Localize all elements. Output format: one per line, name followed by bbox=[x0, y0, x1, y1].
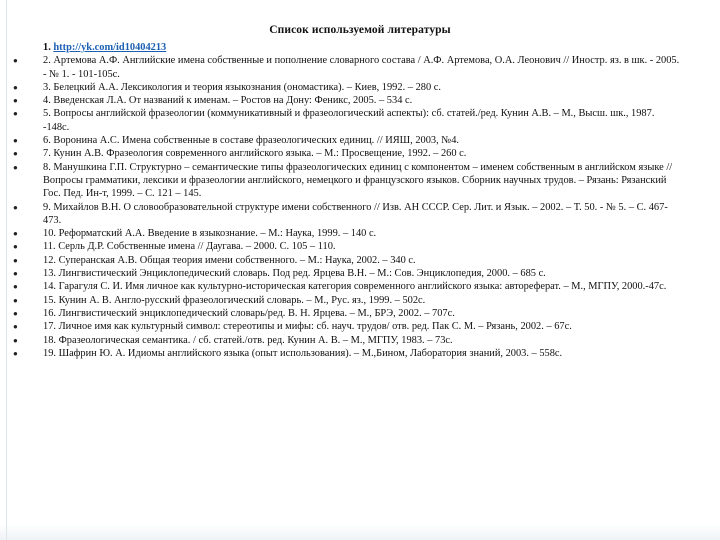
left-divider bbox=[6, 0, 7, 540]
list-item-text: 16. Лингвистический энциклопедический словарь/ред. В. Н. Ярцева. – М., БРЭ, 2002. – 707с. bbox=[43, 307, 455, 319]
list-item-text: 7. Кунин А.В. Фразеология современного английского языка. – М.: Просвещение, 1992. – 260 с. bbox=[43, 148, 467, 160]
list-item-text: 15. Кунин А. В. Англо-русский фразеологический словарь. – М., Рус. яз., 1999. – 502с. bbox=[43, 294, 426, 306]
list-item-text: 19. Шафрин Ю. А. Идиомы английского языка (опыт использования). – М.,Бином, Лаборатория знаний, 2003. – 558с. bbox=[43, 347, 563, 359]
list-item-text: 12. Суперанская А.В. Общая теория имени собственного. – М.: Наука, 2002. – 340 с. bbox=[43, 254, 416, 266]
bullet-icon: ● bbox=[13, 348, 18, 358]
bullet-icon: ● bbox=[13, 202, 18, 212]
list-item bbox=[12, 227, 680, 240]
list-item bbox=[12, 280, 680, 293]
list-item bbox=[12, 294, 680, 307]
list-item bbox=[12, 54, 680, 81]
bullet-icon: ● bbox=[13, 149, 18, 159]
bullet-icon: ● bbox=[13, 162, 18, 172]
list-item bbox=[12, 267, 680, 280]
list-item-text: 6. Воронина А.С. Имена собственные в составе фразеологических единиц. // ИЯШ, 2003, №4. bbox=[43, 135, 460, 147]
list-item-text: 4. Введенская Л.А. От названий к именам. – Ростов на Дону: Феникс, 2005. – 534 с. bbox=[43, 95, 413, 107]
list-item-text: 13. Лингвистический Энциклопедический словарь. Под ред. Ярцева В.Н. – М.: Сов. Энциклопедия, 2000. – 685 с. bbox=[43, 268, 546, 280]
list-item-text: 10. Реформатский А.А. Введение в языкознание. – М.: Наука, 1999. – 140 с. bbox=[43, 228, 377, 240]
list-item bbox=[12, 134, 680, 147]
bullet-icon: ● bbox=[13, 82, 18, 92]
bullet-icon: ● bbox=[13, 308, 18, 318]
bullet-icon: ● bbox=[13, 295, 18, 305]
list-item-text: 5. Вопросы английской фразеологии (коммуникативный и фразеологический аспекты): сб. статей./ред. Кунин А.В. – М., Высш. шк., 1987. -148с. bbox=[43, 108, 655, 133]
list-item-text: 14. Гарагуля С. И. Имя личное как культурно-историческая категория современного английского языка: автореферат. – М., МГПУ, 2000.-47с. bbox=[43, 281, 667, 293]
list-item bbox=[12, 81, 680, 94]
list-item bbox=[12, 201, 680, 228]
bullet-icon: ● bbox=[13, 269, 18, 279]
list-item-text: 2. Артемова А.Ф. Английские имена собственные и пополнение словарного состава / А.Ф. Артемова, О.А. Леонович // Иностр. яз. в шк. - 2005. - № 1. - 101-105с. bbox=[43, 55, 680, 80]
bullet-icon: ● bbox=[13, 255, 18, 265]
list-item bbox=[12, 147, 680, 160]
list-item-text: 11. Серль Д.Р. Собственные имена // Даугава. – 2000. С. 105 – 110. bbox=[43, 241, 336, 253]
list-item-text: 3. Белецкий А.А. Лексикология и теория языкознания (ономастика). – Киев, 1992. – 280 с. bbox=[43, 81, 441, 93]
list-item bbox=[12, 347, 680, 360]
list-item-text: 8. Манушкина Г.П. Структурно – семантические типы фразеологических единиц с компонентом – именем собственным в английском языке // Вопросы грамматики, лексики и фразеологии английского, немецкого и французского языков. Сборник научных трудов. – Рязань: Рязанский Гос. Пед. Ин-т, 1999. – С. 121 – 145. bbox=[43, 161, 673, 200]
list-item bbox=[12, 161, 680, 201]
bullet-icon: ● bbox=[13, 282, 18, 292]
list-item bbox=[12, 254, 680, 267]
bullet-icon: ● bbox=[13, 96, 18, 106]
list-item bbox=[12, 320, 680, 333]
bullet-icon: ● bbox=[13, 136, 18, 146]
bullet-icon: ● bbox=[13, 322, 18, 332]
list-item bbox=[12, 334, 680, 347]
list-item-text: 18. Фразеологическая семантика. / сб. статей./отв. ред. Кунин А. В. – М., МГПУ, 1983. – 73с. bbox=[43, 334, 453, 346]
list-item bbox=[12, 94, 680, 107]
bullet-icon: ● bbox=[13, 335, 18, 345]
bullet-icon: ● bbox=[13, 109, 18, 119]
list-item-text: 17. Личное имя как культурный символ: стереотипы и мифы: сб. науч. трудов/ отв. ред. Пак С. М. – Рязань, 2002. – 67с. bbox=[43, 321, 572, 333]
bullet-icon: ● bbox=[13, 56, 18, 66]
list-item bbox=[12, 307, 680, 320]
list-item-text: 9. Михайлов В.Н. О словообразовательной структуре имени собственного // Изв. АН СССР. Сер. Лит. и Язык. – 2002. – Т. 50. - № 5. – С. 467-473. bbox=[43, 201, 668, 226]
list-item bbox=[12, 41, 680, 54]
reference-link[interactable]: http://yk.com/id10404213 bbox=[53, 42, 167, 53]
page-title: Список используемой литературы bbox=[269, 24, 451, 36]
bullet-icon: ● bbox=[13, 229, 18, 239]
list-item bbox=[12, 107, 680, 134]
list-item bbox=[12, 240, 680, 253]
list-item-number: 1. bbox=[43, 42, 54, 53]
bullet-icon: ● bbox=[13, 242, 18, 252]
reference-list bbox=[12, 41, 680, 360]
